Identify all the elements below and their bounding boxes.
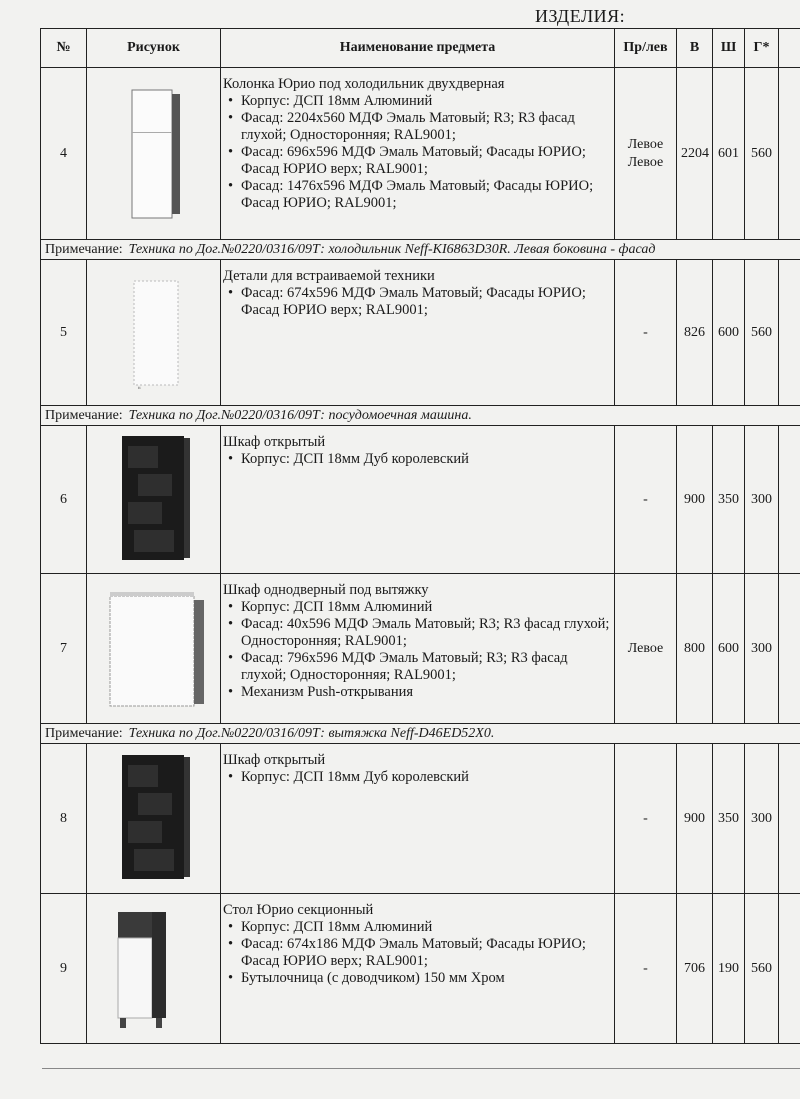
height-value: 2204 — [677, 68, 713, 240]
side-value — [615, 260, 677, 406]
note-row — [41, 724, 800, 744]
height-value: 706 — [677, 894, 713, 1044]
depth-value: 300 — [745, 426, 779, 574]
product-description — [221, 574, 615, 724]
row-number: 4 — [41, 68, 87, 240]
header-extra — [779, 29, 800, 68]
width-value: 600 — [713, 574, 745, 724]
side-value — [615, 894, 677, 1044]
depth-value: 560 — [745, 894, 779, 1044]
side-line: Левое — [627, 136, 664, 152]
note-text: Техника по Дог.№0220/0316/09Т: холодильник Neff-KI6863D30R. Левая боковина - фасад — [128, 241, 656, 257]
side-value — [615, 426, 677, 574]
table-row — [41, 894, 800, 1044]
row-number: 7 — [41, 574, 87, 724]
row-number: 6 — [41, 426, 87, 574]
spec-item: • Корпус: ДСП 18мм Дуб королевский — [241, 769, 612, 786]
note-row — [41, 240, 800, 260]
spec-item: • Корпус: ДСП 18мм Алюминий — [241, 599, 612, 616]
spec-list — [223, 769, 612, 786]
height-value: 800 — [677, 574, 713, 724]
white-tall-cabinet-icon — [104, 84, 204, 224]
white-base-cabinet-icon — [104, 904, 204, 1034]
table-row — [41, 68, 800, 240]
side-value — [615, 68, 677, 240]
spec-item: • Фасад: 674х596 МДФ Эмаль Матовый; Фасады ЮРИО; Фасад ЮРИО верх; RAL9001; — [241, 285, 612, 319]
depth-value: 300 — [745, 744, 779, 894]
note-cell — [41, 406, 800, 426]
note-label: Примечание: — [45, 241, 123, 257]
products-table — [40, 28, 800, 1044]
spec-list — [223, 451, 612, 468]
svg-text:ᵗᵗ: ᵗᵗ — [137, 384, 141, 393]
width-value: 600 — [713, 260, 745, 406]
header-num: № — [41, 29, 87, 68]
side-line: Левое — [627, 640, 664, 656]
spec-item: • Фасад: 1476х596 МДФ Эмаль Матовый; Фасады ЮРИО; Фасад ЮРИО; RAL9001; — [241, 178, 612, 212]
spec-item: • Фасад: 674х186 МДФ Эмаль Матовый; Фасады ЮРИО; Фасад ЮРИО верх; RAL9001; — [241, 936, 612, 970]
table-header-row — [41, 29, 800, 68]
product-description — [221, 68, 615, 240]
header-depth: Г* — [745, 29, 779, 68]
dark-open-shelf-icon — [104, 751, 204, 886]
extra-value — [779, 426, 800, 574]
section-caption: ИЗДЕЛИЯ: — [535, 6, 626, 26]
table-row — [41, 574, 800, 724]
spec-item: • Фасад: 696х596 МДФ Эмаль Матовый; Фасады ЮРИО; Фасад ЮРИО верх; RAL9001; — [241, 144, 612, 178]
extra-value — [779, 894, 800, 1044]
header-height: В — [677, 29, 713, 68]
product-title: Детали для встраиваемой техники — [223, 268, 435, 284]
header-width: Ш — [713, 29, 745, 68]
side-value — [615, 744, 677, 894]
depth-value: 560 — [745, 68, 779, 240]
depth-value: 560 — [745, 260, 779, 406]
row-number: 5 — [41, 260, 87, 406]
header-side: Пр/лев — [615, 29, 677, 68]
product-picture — [87, 426, 221, 574]
spec-item: • Корпус: ДСП 18мм Дуб королевский — [241, 451, 612, 468]
spec-list — [223, 919, 612, 987]
note-text: Техника по Дог.№0220/0316/09Т: посудомоечная машина. — [128, 407, 472, 423]
spec-item: • Механизм Push-открывания — [241, 684, 612, 701]
extra-value — [779, 68, 800, 240]
extra-value — [779, 744, 800, 894]
extra-value — [779, 574, 800, 724]
height-value: 900 — [677, 744, 713, 894]
product-title: Шкаф открытый — [223, 752, 326, 768]
note-label: Примечание: — [45, 407, 123, 423]
note-row — [41, 406, 800, 426]
spec-list — [223, 93, 612, 212]
product-title: Шкаф однодверный под вытяжку — [223, 582, 429, 598]
note-text: Техника по Дог.№0220/0316/09Т: вытяжка Neff-D46ED52X0. — [128, 725, 495, 741]
spec-item: • Бутылочница (с доводчиком) 150 мм Хром — [241, 970, 612, 987]
depth-value: 300 — [745, 574, 779, 724]
white-panel-icon — [104, 273, 204, 393]
side-line: - — [643, 810, 648, 826]
spec-item: • Фасад: 796х596 МДФ Эмаль Матовый; R3; R3 фасад глухой; Односторонняя; RAL9001; — [241, 650, 612, 684]
page-edge-line — [42, 1068, 800, 1069]
header-name: Наименование предмета — [221, 29, 615, 68]
dark-open-shelf-icon — [104, 432, 204, 567]
product-picture — [87, 894, 221, 1044]
extra-value — [779, 260, 800, 406]
side-line: - — [643, 960, 648, 976]
note-cell — [41, 240, 800, 260]
product-description — [221, 426, 615, 574]
product-description — [221, 744, 615, 894]
note-label: Примечание: — [45, 725, 123, 741]
width-value: 190 — [713, 894, 745, 1044]
spec-item: • Фасад: 2204х560 МДФ Эмаль Матовый; R3; R3 фасад глухой; Односторонняя; RAL9001; — [241, 110, 612, 144]
product-picture — [87, 260, 221, 406]
height-value: 826 — [677, 260, 713, 406]
width-value: 601 — [713, 68, 745, 240]
product-picture — [87, 574, 221, 724]
product-picture — [87, 68, 221, 240]
header-picture: Рисунок — [87, 29, 221, 68]
side-line: - — [643, 324, 648, 340]
width-value: 350 — [713, 426, 745, 574]
white-wall-cabinet-icon — [104, 586, 204, 711]
side-line: Левое — [627, 154, 664, 170]
spec-item: • Фасад: 40х596 МДФ Эмаль Матовый; R3; R3 фасад глухой; Односторонняя; RAL9001; — [241, 616, 612, 650]
width-value: 350 — [713, 744, 745, 894]
product-title: Шкаф открытый — [223, 434, 326, 450]
spec-item: • Корпус: ДСП 18мм Алюминий — [241, 93, 612, 110]
note-cell — [41, 724, 800, 744]
table-row — [41, 426, 800, 574]
product-description — [221, 894, 615, 1044]
side-line: - — [643, 491, 648, 507]
table-row — [41, 744, 800, 894]
spec-list — [223, 285, 612, 319]
spec-list — [223, 599, 612, 701]
table-row — [41, 260, 800, 406]
product-title: Колонка Юрио под холодильник двухдверная — [223, 76, 505, 92]
product-title: Стол Юрио секционный — [223, 902, 374, 918]
row-number: 9 — [41, 894, 87, 1044]
height-value: 900 — [677, 426, 713, 574]
side-value — [615, 574, 677, 724]
product-description — [221, 260, 615, 406]
spec-item: • Корпус: ДСП 18мм Алюминий — [241, 919, 612, 936]
product-picture — [87, 744, 221, 894]
row-number: 8 — [41, 744, 87, 894]
